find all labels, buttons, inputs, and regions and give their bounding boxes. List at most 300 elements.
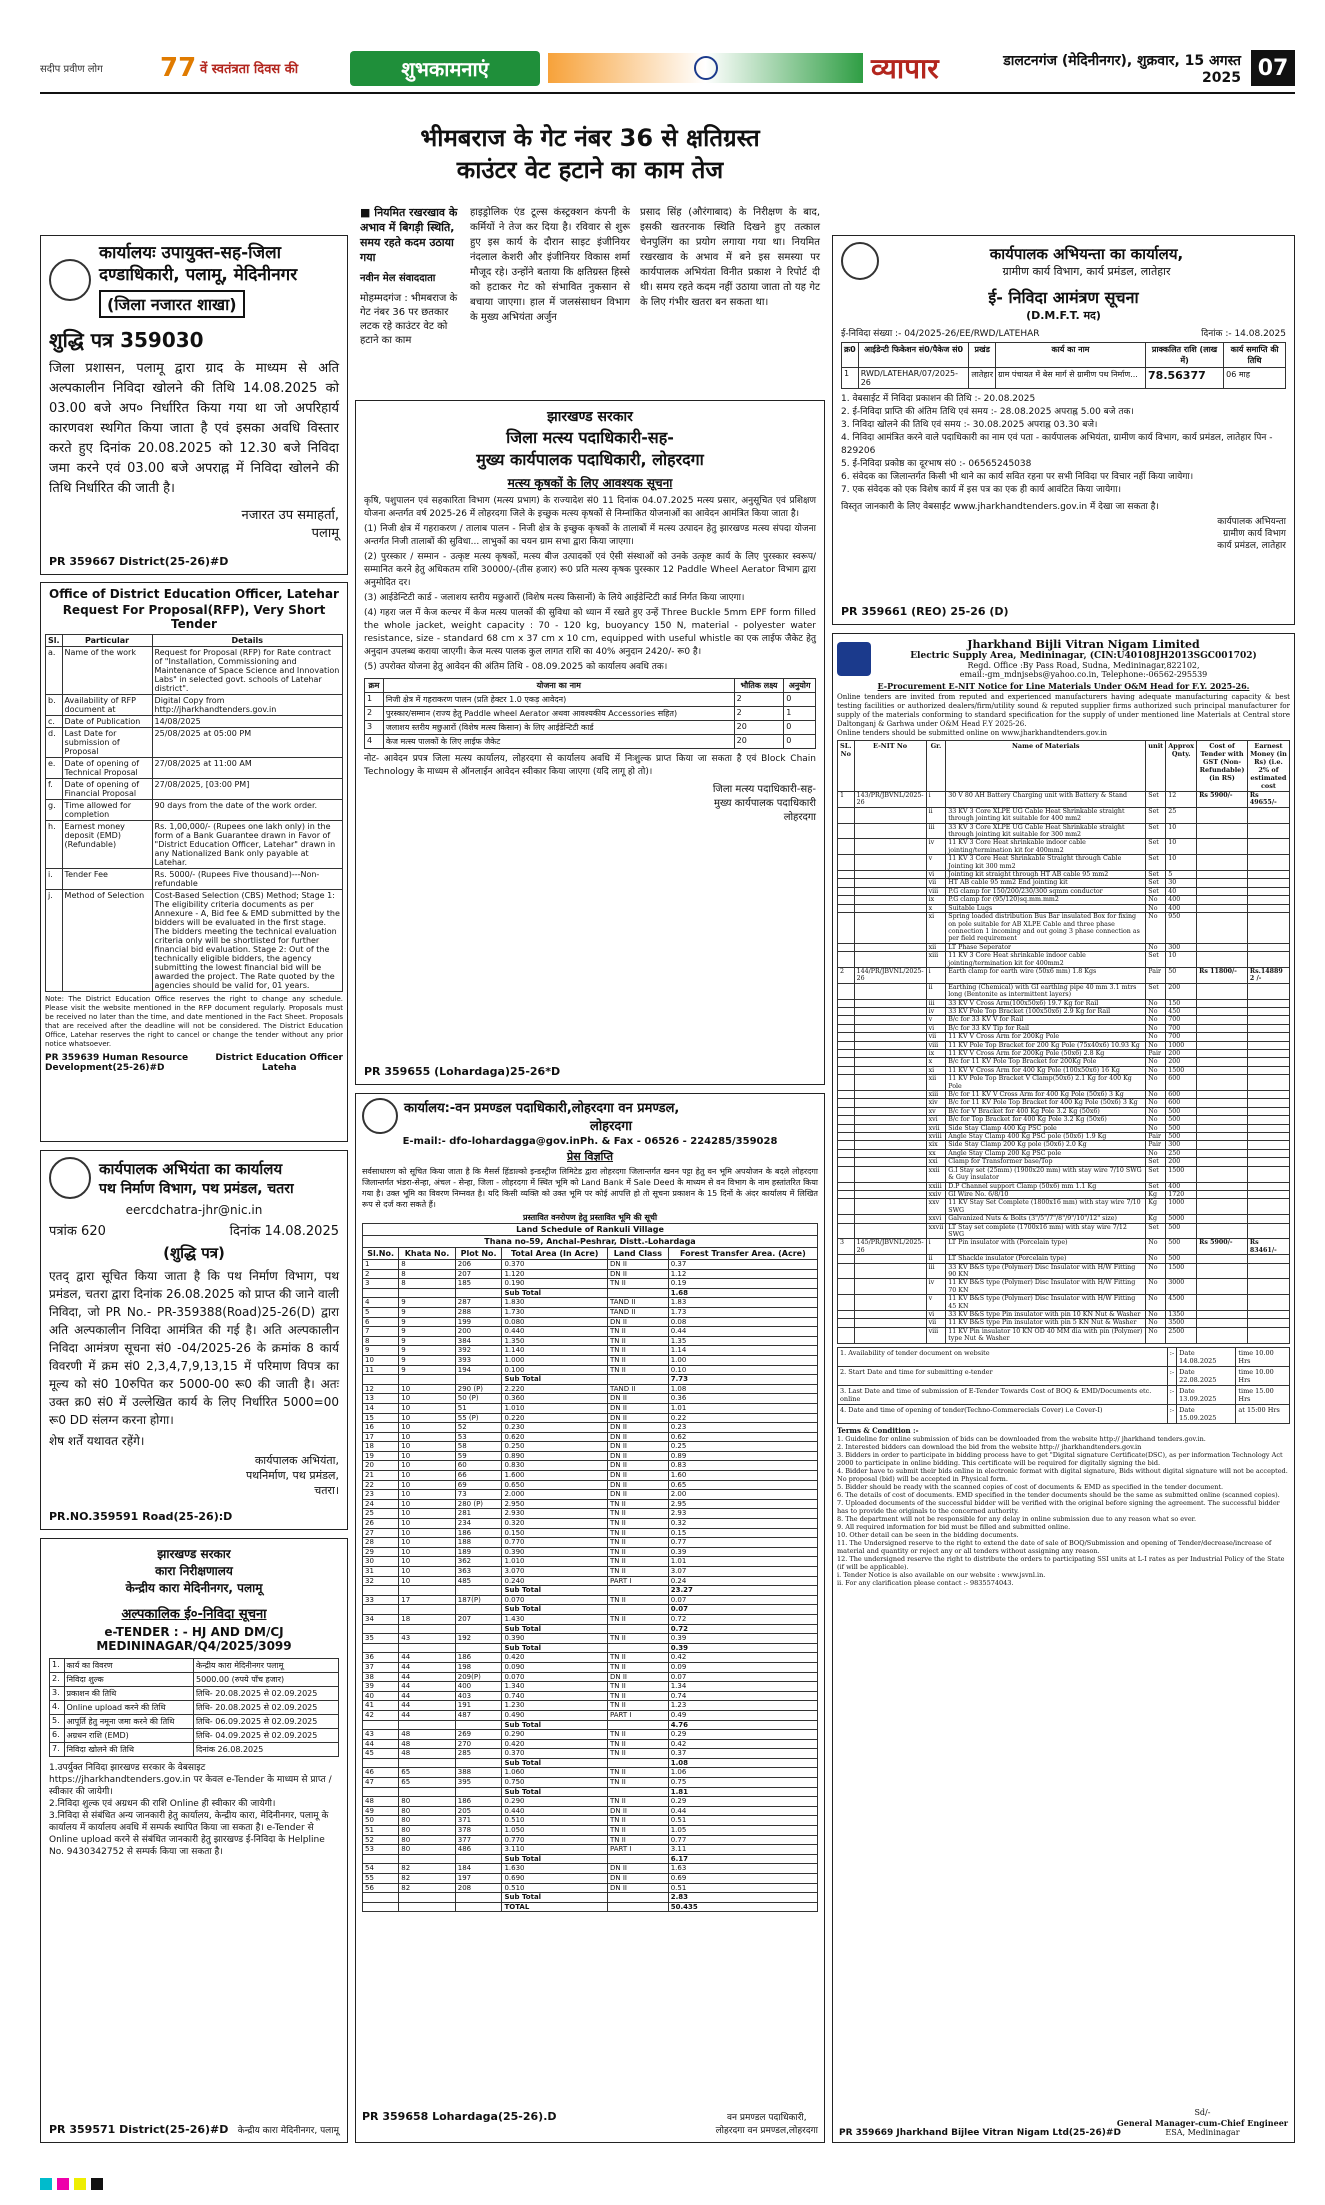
cell: 206 — [455, 1260, 502, 1270]
cell: Set — [1146, 887, 1166, 895]
cell — [854, 1215, 926, 1223]
table-row — [46, 890, 343, 992]
table-row — [363, 1720, 818, 1730]
cell: xi — [926, 1066, 946, 1074]
cell: Sub Total — [502, 1758, 608, 1768]
cell: 44 — [363, 1739, 399, 1749]
cell — [838, 1066, 855, 1074]
cell: 54 — [363, 1864, 399, 1874]
cell — [854, 823, 926, 839]
ad-jbvnl-enit — [832, 633, 1295, 2143]
cell: 1.010 — [502, 1557, 608, 1567]
table-row — [838, 871, 1290, 879]
cell: 44 — [399, 1662, 456, 1672]
cell — [838, 855, 855, 871]
cell-key: अग्रधन राशि (EMD) — [64, 1729, 193, 1743]
cell: 1500 — [1166, 1066, 1197, 1074]
cell: No — [1146, 1311, 1166, 1319]
table-row — [363, 1471, 818, 1481]
cell: 8 — [399, 1279, 456, 1289]
cell: iii — [926, 823, 946, 839]
cell: TN II — [607, 1614, 668, 1624]
cell: 1. Availability of tender document on website — [838, 1347, 1168, 1366]
cell — [399, 1758, 456, 1768]
cell: 500 — [1166, 1133, 1197, 1141]
cell: 15 — [363, 1413, 399, 1423]
cell: xvi — [926, 1116, 946, 1124]
cell: Sub Total — [502, 1605, 608, 1615]
cell: 33 KV 3 Core XLPE UG Cable Heat Shrinkable straight through jointing kit suitable for 300 mm2 — [946, 823, 1146, 839]
cell — [1197, 1199, 1248, 1215]
scheme-3: (3) आईडेन्टिटी कार्ड - जलाशय स्तरीय मछुआरों (विशेष मत्स्य किसानों) के लिये आईडेन्टिटी कार्ड निर्गत किया जाएगा। — [364, 593, 745, 603]
cell: Sub Total — [502, 1288, 608, 1298]
cell: Set — [1146, 807, 1166, 823]
table-header: Khata No. — [399, 1248, 456, 1260]
cell — [838, 1199, 855, 1215]
table-header: प्राक्कलित राशि (लाख में) — [1146, 343, 1224, 368]
cell: 0.65 — [668, 1480, 817, 1490]
cell: xiii — [926, 952, 946, 968]
cell — [854, 943, 926, 951]
cell: iv — [926, 839, 946, 855]
table-row — [838, 1223, 1290, 1239]
cell: 0.770 — [502, 1835, 608, 1845]
table-row — [838, 1058, 1290, 1066]
greeting-banner: शुभकामनाएं — [350, 51, 540, 86]
cell: 1.140 — [502, 1346, 608, 1356]
cell: Set — [1146, 855, 1166, 871]
cell: पुरस्कार/सम्मान (राज्य हेतु Paddle wheel Aerator अथवा आवश्यकीय Accessories सहित) — [383, 707, 734, 721]
cell: 500 — [1166, 1116, 1197, 1124]
cell: TN II — [607, 1567, 668, 1577]
table-row — [363, 1586, 818, 1596]
cell: ii — [926, 1255, 946, 1263]
cell — [1247, 1215, 1289, 1223]
cell — [1247, 1007, 1289, 1015]
cell — [1247, 983, 1289, 999]
cell-details: 90 days from the date of the work order. — [152, 800, 342, 821]
cell — [1197, 879, 1248, 887]
cell: TN II — [607, 1778, 668, 1788]
cell: 65 — [399, 1768, 456, 1778]
table-header: कार्य का नाम — [996, 343, 1146, 368]
cell: 234 — [455, 1519, 502, 1529]
cell: No — [1146, 1255, 1166, 1263]
cell: 27 — [363, 1528, 399, 1538]
cell: DN II — [607, 1451, 668, 1461]
cell: 500 — [1166, 1107, 1197, 1115]
cell: 0.77 — [668, 1835, 817, 1845]
cell — [838, 1141, 855, 1149]
cell: 0.070 — [502, 1595, 608, 1605]
notice-title: E-Procurement E-NIT Notice for Line Materials Under O&M Head for F.Y. 2025-26. — [877, 681, 1250, 691]
table-row — [838, 807, 1290, 823]
cell: 1000 — [1166, 1041, 1197, 1049]
cell: 0 — [784, 693, 816, 707]
page-number: 07 — [1251, 50, 1295, 86]
cell-details: 27/08/2025 at 11:00 AM — [152, 758, 342, 779]
cell: 0.220 — [502, 1413, 608, 1423]
cell: 2.220 — [502, 1384, 608, 1394]
table-row — [363, 1835, 818, 1845]
cell: 207 — [455, 1614, 502, 1624]
cell: 11 KV B&S type (Polymer) Disc Insulator with H/W Fitting 70 KN — [946, 1279, 1146, 1295]
notice-body: सर्वसाधारण को सूचित किया जाता है कि मैसर्स हिंडाल्को इन्डस्ट्रीज लिमिटेड द्वारा लोहरदगा जिलान्तर्गत खनन पट्टा हेतु वन भूमि अपयोजन के बदले लोहरदगा जिलान्तर्गत भंडरा-सेन्हा, अंचल - सेन्हा, जिला - लोहरदगा में स्थित भूमि को Land Bank में Sale Deed के माध्यम से वन विभाग के नाम हस्तांतरित किया गया है। उक्त भूमि का विवरण निम्नवत है। यदि किसी व्यक्ति को उक्त भूमि पर कोई आपत्ति हो तो सूचना प्रकाशन के 15 दिनों के अंदर कार्यालय में लिखित रूप से दर्ज करा सकते हैं। — [362, 1167, 818, 1209]
cell — [1197, 1263, 1248, 1279]
cell: 1.230 — [502, 1701, 608, 1711]
signatory-2: पलामू — [311, 526, 339, 541]
cell — [838, 887, 855, 895]
cell: viii — [926, 1327, 946, 1343]
cell-key: कार्य का विवरण — [64, 1659, 193, 1673]
cell — [1197, 1024, 1248, 1032]
signatory-2: लोहरदगा वन प्रमण्डल,लोहरदगा — [715, 2126, 818, 2136]
cell: 287 — [455, 1298, 502, 1308]
cell: 1 — [784, 707, 816, 721]
table-row — [46, 728, 343, 758]
cell: 22 — [363, 1480, 399, 1490]
cell — [1247, 952, 1289, 968]
cell — [838, 1124, 855, 1132]
cell: 0.370 — [502, 1749, 608, 1759]
cell: DN II — [607, 1883, 668, 1893]
cell: 80 — [399, 1845, 456, 1855]
cell — [1197, 1033, 1248, 1041]
table-row — [365, 707, 816, 721]
cell: 33 KV V Cross Arm(100x50x6) 19.7 Kg for Rail — [946, 999, 1146, 1007]
cell: TN II — [607, 1547, 668, 1557]
table-row — [363, 1384, 818, 1394]
news-byline: नवीन मेल संवाददाता — [360, 273, 436, 284]
cell — [1247, 1319, 1289, 1327]
cell: 37 — [363, 1662, 399, 1672]
cell: 14 — [363, 1403, 399, 1413]
table-row — [46, 695, 343, 716]
cell: 11 KV B&S type Pin insulator with pin 5 KN Nut & Washer — [946, 1319, 1146, 1327]
cell: 17 — [399, 1595, 456, 1605]
cell: 300 — [1166, 1141, 1197, 1149]
tender-number: e-TENDER : - HJ AND DM/CJ MEDININAGAR/Q4/2025/3099 — [96, 1625, 292, 1653]
table-header: अनुयोग — [784, 679, 816, 693]
cell: xxii — [926, 1166, 946, 1182]
cell — [399, 1288, 456, 1298]
cell: निजी क्षेत्र में गहराकरण पालन (प्रति हेक्टर 1.0 एकड़ आवेदन) — [383, 693, 734, 707]
cell: 384 — [455, 1336, 502, 1346]
cell: No — [1146, 1327, 1166, 1343]
cell: 52 — [455, 1423, 502, 1433]
cell: 1.120 — [502, 1269, 608, 1279]
cell — [607, 1787, 668, 1797]
cell: PART I — [607, 1845, 668, 1855]
cell: TN II — [607, 1691, 668, 1701]
th-particular: Particular — [62, 635, 152, 647]
cell: 10 — [399, 1461, 456, 1471]
table-header: Cost of Tender with GST (Non-Refundable) (in RS) — [1197, 741, 1248, 792]
cell: 486 — [455, 1845, 502, 1855]
cell: 0.080 — [502, 1317, 608, 1327]
cell-details: Digital Copy from http://jharkhandtenders.gov.in — [152, 695, 342, 716]
cell — [854, 1116, 926, 1124]
cell: 500 — [1166, 1239, 1197, 1255]
cell: 950 — [1166, 913, 1197, 944]
cell-num: 3. — [50, 1687, 65, 1701]
cell — [607, 1643, 668, 1653]
cell: 188 — [455, 1538, 502, 1548]
table-row — [838, 1239, 1290, 1255]
cell — [854, 1223, 926, 1239]
cell: 10 — [399, 1432, 456, 1442]
cell: No — [1146, 1041, 1166, 1049]
cell — [1247, 839, 1289, 855]
cell-particular: Earnest money deposit (EMD) (Refundable) — [62, 821, 152, 869]
cell: 186 — [455, 1528, 502, 1538]
cell — [838, 1158, 855, 1166]
cell: viii — [926, 1041, 946, 1049]
cell-details: Rs. 1,00,000/- (Rupees one lakh only) in the form of a Bank Guarantee drawn in Favor of "District Education Officer, Latehar" drawn in any Nationalized Bank only payable at Latehar. — [152, 821, 342, 869]
cell: Clamp for Transformer base/Top — [946, 1158, 1146, 1166]
cell: 24 — [363, 1499, 399, 1509]
table-header: Forest Transfer Area. (Acre) — [668, 1248, 817, 1260]
cell: 0.25 — [668, 1442, 817, 1452]
cell-num: 7. — [50, 1743, 65, 1757]
cell — [1247, 855, 1289, 871]
cell — [838, 1255, 855, 1263]
cell: 2.930 — [502, 1509, 608, 1519]
cell — [363, 1854, 399, 1864]
cell: 0.07 — [668, 1605, 817, 1615]
cell — [838, 1295, 855, 1311]
term-item: ii. For any clarification please contact :- 9835574043. — [837, 1578, 1014, 1587]
cell: 7 — [363, 1327, 399, 1337]
cell: DN II — [607, 1874, 668, 1884]
cell: 4 — [363, 1298, 399, 1308]
schedule-location: Thana no-59, Anchal-Peshrar, Distt.-Lohardaga — [363, 1236, 818, 1248]
cell — [1197, 887, 1248, 895]
cell — [838, 1099, 855, 1107]
cell: 0.750 — [502, 1778, 608, 1788]
cell: xxi — [926, 1158, 946, 1166]
cell: 4. Date and time of opening of tender(Techno-Commerecials Cover) i.e Cover-I) — [838, 1404, 1168, 1423]
cell: 29 — [363, 1547, 399, 1557]
table-row — [363, 1653, 818, 1663]
cell — [607, 1758, 668, 1768]
notice-title: (शुद्धि पत्र) — [163, 1244, 225, 1262]
cell — [838, 1041, 855, 1049]
cell — [1197, 913, 1248, 944]
cell: xxiv — [926, 1190, 946, 1198]
table-row — [838, 1099, 1290, 1107]
cell: 2.00 — [668, 1490, 817, 1500]
cell — [399, 1586, 456, 1596]
cell: 0.23 — [668, 1423, 817, 1433]
cell: 1.81 — [668, 1787, 817, 1797]
cell — [1247, 913, 1289, 944]
cell: 1000 — [1166, 1199, 1197, 1215]
rfp-table — [45, 634, 343, 992]
cell: x — [926, 904, 946, 912]
cell: TN II — [607, 1749, 668, 1759]
cell — [1247, 807, 1289, 823]
news-column-2: हाइड्रोलिक एंड टूल्स कंस्ट्रक्शन कंपनी के कर्मियों ने तेज कर दिया है। रविवार से शुरू हुए इस कार्य के दौरान साइट इंजीनियर नंदलाल केशरी और इंजीनियर विकास शर्मा मौजूद रहे। उन्होंने बताया कि क्षतिग्रस्त हिस्से को हटाकर गेट को संभावित नुकसान से बचाया जाएगा। हाल में जलसंसाधन विभाग के मुख्य अभियंता अर्जुन — [470, 207, 630, 323]
cell: 388 — [455, 1768, 502, 1778]
table-header: Sl.No. — [363, 1248, 399, 1260]
cell: 12 — [363, 1384, 399, 1394]
cell — [838, 1182, 855, 1190]
branch-name: (जिला नजारत शाखा) — [99, 290, 245, 318]
cell-sl: e. — [46, 758, 63, 779]
cell: Sub Total — [502, 1643, 608, 1653]
cell: 8 — [399, 1269, 456, 1279]
cell: Pair — [1146, 1050, 1166, 1058]
cell: P.G clamp for 150/200/230/300 sqmm conductor — [946, 887, 1146, 895]
tender-ref: ई-निविदा संख्या :- 04/2025-26/EE/RWD/LATEHAR — [841, 329, 1040, 339]
cell: TN II — [607, 1557, 668, 1567]
cell: 45 — [363, 1749, 399, 1759]
cell: DN II — [607, 1269, 668, 1279]
cell — [1197, 1215, 1248, 1223]
table-header: भौतिक लक्ष्य — [734, 679, 784, 693]
cell-key: निविदा शुल्क — [64, 1673, 193, 1687]
cell — [854, 904, 926, 912]
cell — [1247, 1116, 1289, 1124]
cell — [854, 1199, 926, 1215]
cell: 0.44 — [668, 1327, 817, 1337]
cell: 49 — [363, 1806, 399, 1816]
cell — [854, 913, 926, 944]
cell: 73 — [455, 1490, 502, 1500]
cell: 0.07 — [668, 1672, 817, 1682]
cell: Rs 5900/- — [1197, 1239, 1248, 1255]
note-item: 4. निविदा आमंत्रित करने वाले पदाधिकारी का नाम एवं पता - कार्यपालक अभियंता, ग्रामीण कार्य विभाग, कार्य प्रमंडल, लातेहार पिन - 829206 — [841, 433, 1273, 456]
cell — [1247, 1124, 1289, 1132]
cell: 44 — [399, 1710, 456, 1720]
cell: 82 — [399, 1864, 456, 1874]
cell: 3. Last Date and time of submission of E-Tender Towards Cost of BOQ & EMD/Documents etc. online — [838, 1385, 1168, 1404]
cell — [607, 1586, 668, 1596]
office-name-2: लोहरदगा — [590, 1119, 632, 1134]
table-row — [838, 1263, 1290, 1279]
table-row — [363, 1576, 818, 1586]
cell: 9 — [399, 1298, 456, 1308]
cell: 500 — [1166, 1124, 1197, 1132]
cell: 450 — [1166, 1007, 1197, 1015]
cell: DN II — [607, 1471, 668, 1481]
cell: vii — [926, 1319, 946, 1327]
cell: 28 — [363, 1538, 399, 1548]
cell: TN II — [607, 1336, 668, 1346]
cell: 0.83 — [668, 1461, 817, 1471]
cell: 11 KV Pin insulator 10 KN OD 40 MM dia with pin (Polymer) type Nut & Washer — [946, 1327, 1146, 1343]
cell: 0.370 — [502, 1260, 608, 1270]
cell — [838, 1016, 855, 1024]
cell: 11 KV V Cross Arm for 200Kg Pole (50x6) 2.8 Kg — [946, 1050, 1146, 1058]
cell — [854, 1041, 926, 1049]
cell: 0.440 — [502, 1806, 608, 1816]
cell: 46 — [363, 1768, 399, 1778]
cell — [838, 1050, 855, 1058]
cell: Side Stay Clamp 400 Kg PSC pole — [946, 1124, 1146, 1132]
cell: TN II — [607, 1499, 668, 1509]
cell-key: आपूर्ति हेतु नमूना जमा करने की तिथि — [64, 1715, 193, 1729]
cell: 82 — [399, 1874, 456, 1884]
table-row — [363, 1691, 818, 1701]
cell: No — [1146, 1263, 1166, 1279]
cell: Angle Stay Clamp 200 Kg PSC pole — [946, 1149, 1146, 1157]
cell: 400 — [1166, 896, 1197, 904]
table-row — [363, 1701, 818, 1711]
table-row — [363, 1614, 818, 1624]
company-area: Electric Supply Area, Medininagar, (CIN:U40108JH2013SGC001702) — [910, 651, 1257, 661]
table-header: योजना का नाम — [383, 679, 734, 693]
cell: 150 — [1166, 999, 1197, 1007]
cell — [1197, 999, 1248, 1007]
cell: 400 — [1166, 904, 1197, 912]
office-email: eercdchatra-jhr@nic.in — [125, 1203, 263, 1217]
cell — [854, 1033, 926, 1041]
cell: 0.44 — [668, 1806, 817, 1816]
cell — [1247, 1107, 1289, 1115]
cell — [854, 952, 926, 968]
cell — [1197, 839, 1248, 855]
cell: v — [926, 1016, 946, 1024]
cell-particular: Time allowed for completion — [62, 800, 152, 821]
cell: xii — [926, 943, 946, 951]
cell: 288 — [455, 1307, 502, 1317]
cell: 0.490 — [502, 1710, 608, 1720]
cell — [1247, 1279, 1289, 1295]
cell: 2 — [838, 967, 855, 983]
section-title: व्यापार — [871, 52, 939, 85]
note-3: 3.निविदा से संबंधित अन्य जानकारी हेतु कार्यालय, केन्द्रीय कारा, मेदिनीनगर, पलामू के कार्यालय में कार्यालय अवधि में सम्पर्क स्थापित किया जा सकता है। e-Tender से Online upload करने से संबंधित जानकारी हेतु झारखण्ड ई-निविदा के Helpline No. 9430342752 से सम्पर्क किया जा सकता है। — [49, 1811, 329, 1857]
page-header — [40, 48, 1295, 88]
table-row — [838, 1327, 1290, 1343]
cell: 487 — [455, 1710, 502, 1720]
cell: 58 — [455, 1442, 502, 1452]
cell — [1247, 1327, 1289, 1343]
table-row — [50, 1701, 339, 1715]
cell: vii — [926, 879, 946, 887]
cell: Date 14.08.2025 — [1177, 1347, 1236, 1366]
cell: 485 — [455, 1576, 502, 1586]
cell — [1197, 1223, 1248, 1239]
table-row — [46, 716, 343, 728]
cell: 0.09 — [668, 1662, 817, 1672]
cell: Rs 83461/- — [1247, 1239, 1289, 1255]
table-row — [363, 1480, 818, 1490]
cell: 0.36 — [668, 1394, 817, 1404]
table-header: SL. No — [838, 741, 855, 792]
cell: 393 — [455, 1355, 502, 1365]
cell: 0.290 — [502, 1730, 608, 1740]
cell: 200 — [455, 1327, 502, 1337]
cell: 1.63 — [668, 1864, 817, 1874]
term-item: 4. Bidder have to submit their bids online in electronic format with digital signature, Bids without digital signature will not be accepted. No proposal (bid) will be accepted in Physical form. — [837, 1466, 1288, 1483]
cell: 1.73 — [668, 1307, 817, 1317]
term-item: 2. Interested bidders can download the bid from the website http:// jharkhandtenders.gov.in — [837, 1442, 1142, 1451]
cell: Set — [1146, 792, 1166, 808]
cell — [1247, 1295, 1289, 1311]
cell: केज मत्स्य पालकों के लिए लाईफ जैकेट — [383, 735, 734, 749]
cell: 1.34 — [668, 1682, 817, 1692]
cell: 80 — [399, 1806, 456, 1816]
cell: 53 — [455, 1432, 502, 1442]
cell — [363, 1624, 399, 1634]
cell — [1197, 1099, 1248, 1107]
festival-text: वें स्वतंत्रता दिवस की — [200, 62, 299, 77]
cell: 51 — [455, 1403, 502, 1413]
cell — [854, 807, 926, 823]
cell: 200 — [1166, 1050, 1197, 1058]
